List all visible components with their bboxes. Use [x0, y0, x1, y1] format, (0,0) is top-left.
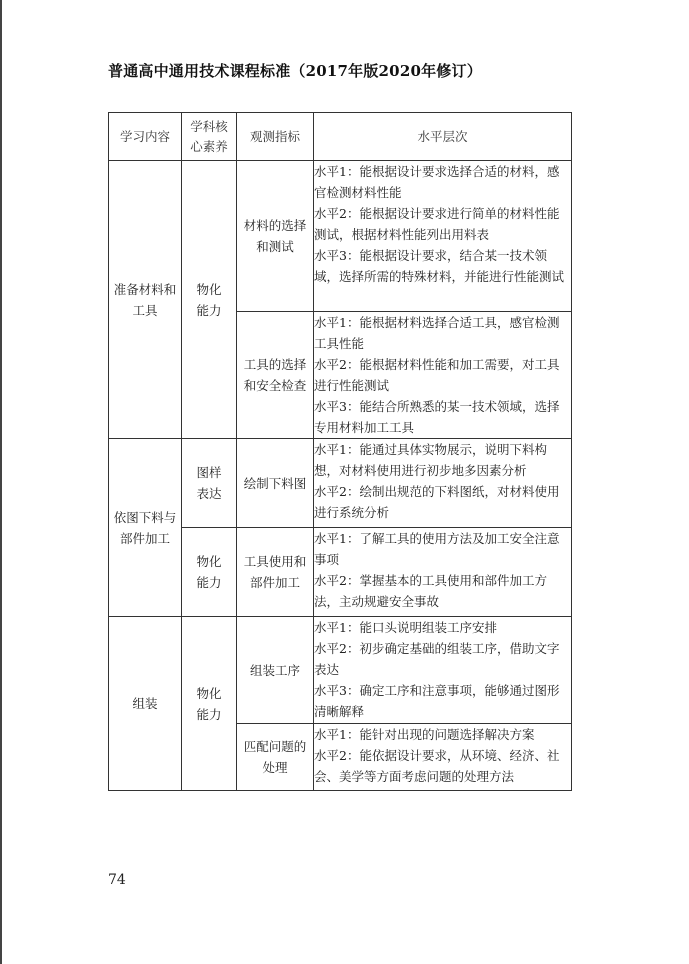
level-text: 水平1：了解工具的使用方法及加工安全注意事项	[314, 531, 560, 567]
content-cell	[109, 439, 182, 617]
level-text: 水平2：初步确定基础的组装工序，借助文字表达	[314, 641, 560, 677]
level-text: 水平2：绘制出规范的下料图纸，对材料使用进行系统分析	[314, 484, 560, 520]
indicator-cell	[237, 528, 314, 617]
header-literacy-text: 学科核心素养	[190, 118, 228, 154]
level-text: 水平3：能根据设计要求，结合某一技术领域，选择所需的特殊材料，并能进行性能测试	[314, 248, 565, 284]
level-cell	[314, 439, 572, 528]
indicator-text: 工具的选择和安全检查	[243, 357, 307, 393]
page-header-title: 普通高中通用技术课程标准（2017年版2020年修订）	[108, 62, 482, 80]
literacy-text: 物化能力	[196, 554, 222, 590]
level-cell	[314, 724, 572, 791]
indicator-text: 组装工序	[249, 662, 300, 678]
literacy-cell	[182, 439, 237, 528]
table-row	[109, 439, 572, 528]
table-row	[109, 161, 572, 312]
level-text: 水平1：能口头说明组装工序安排	[314, 620, 497, 635]
level-text: 水平2：能根据材料性能和加工需要，对工具进行性能测试	[314, 357, 560, 393]
literacy-text: 物化能力	[196, 685, 222, 722]
indicator-text: 工具使用和部件加工	[243, 554, 307, 590]
level-text: 水平2：掌握基本的工具使用和部件加工方法，主动规避安全事故	[314, 573, 547, 609]
indicator-text: 材料的选择和测试	[243, 218, 307, 254]
header-indicator: 观测指标	[237, 113, 314, 161]
level-text: 水平1：能针对出现的问题选择解决方案	[314, 727, 535, 742]
indicator-cell	[237, 161, 314, 312]
level-text: 水平1：能通过具体实物展示，说明下料构想，对材料使用进行初步地多因素分析	[314, 442, 547, 478]
literacy-cell	[182, 528, 237, 617]
content-cell	[109, 617, 182, 791]
header-content: 学习内容	[109, 113, 182, 161]
indicator-text: 匹配问题的处理	[243, 739, 307, 775]
header-level: 水平层次	[314, 113, 572, 161]
literacy-text: 图样表达	[196, 465, 222, 501]
level-cell	[314, 617, 572, 724]
literacy-cell	[182, 617, 237, 791]
level-text: 水平1：能根据材料选择合适工具，感官检测工具性能	[314, 315, 560, 351]
page-number: 74	[108, 872, 126, 888]
table-row	[109, 617, 572, 724]
literacy-text: 物化能力	[196, 281, 222, 318]
level-cell	[314, 528, 572, 617]
page-edge-line	[0, 0, 2, 964]
level-text: 水平2：能依据设计要求，从环境、经济、社会、美学等方面考虑问题的处理方法	[314, 748, 560, 784]
standards-table	[108, 112, 572, 791]
indicator-cell	[237, 724, 314, 791]
content-cell	[109, 161, 182, 439]
header-literacy	[182, 113, 237, 161]
indicator-cell	[237, 617, 314, 724]
level-text: 水平2：能根据设计要求进行简单的材料性能测试，根据材料性能列出用料表	[314, 206, 560, 242]
indicator-text: 绘制下料图	[243, 475, 307, 491]
table-header-row	[109, 113, 572, 161]
level-text: 水平1：能根据设计要求选择合适的材料，感官检测材料性能	[314, 164, 560, 200]
content-text: 依图下料与部件加工	[113, 509, 177, 546]
level-text: 水平3：能结合所熟悉的某一技术领域，选择专用材料加工工具	[314, 399, 560, 435]
content-text: 组装	[132, 696, 158, 711]
indicator-cell	[237, 439, 314, 528]
level-cell	[314, 161, 572, 312]
level-text: 水平3：确定工序和注意事项，能够通过图形清晰解释	[314, 683, 560, 719]
literacy-cell	[182, 161, 237, 439]
content-text: 准备材料和工具	[113, 281, 177, 318]
level-cell	[314, 312, 572, 439]
indicator-cell	[237, 312, 314, 439]
